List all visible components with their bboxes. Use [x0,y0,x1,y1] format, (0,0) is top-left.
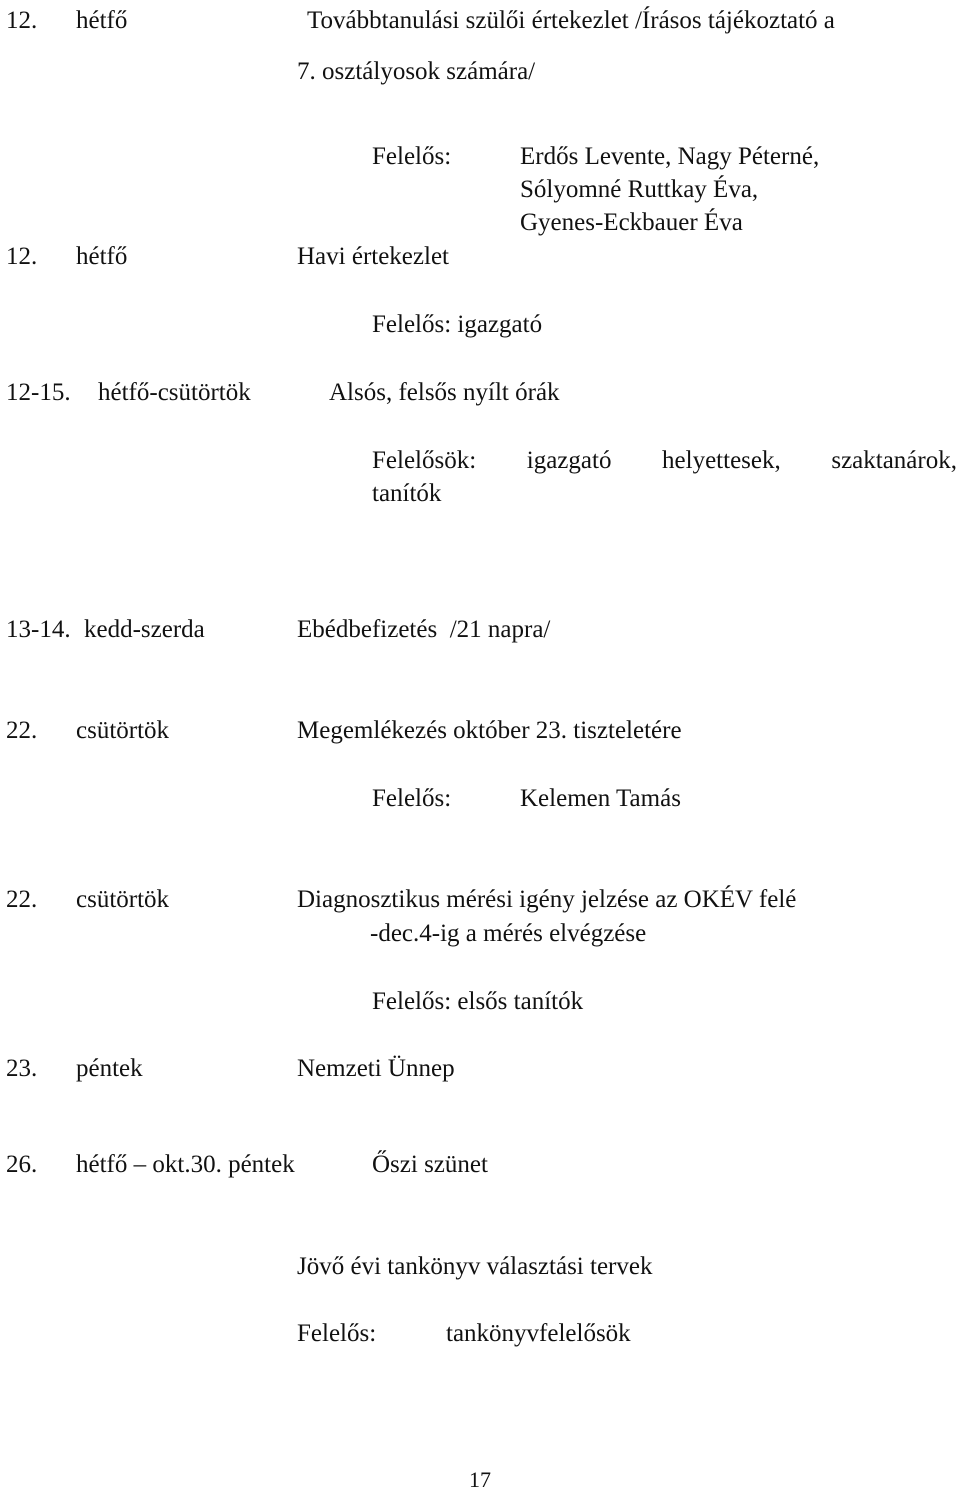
entry-weekday: péntek [76,1055,143,1082]
entry-weekday: kedd-szerda [84,616,205,643]
entry-title-continued: -dec.4-ig a mérés elvégzése [370,920,647,947]
responsible-name: Sólyomné Ruttkay Éva, [520,176,759,203]
entry-title-continued: 7. osztályosok számára/ [297,58,536,85]
entry-title: Nemzeti Ünnep [297,1055,455,1082]
responsible-name: Gyenes-Eckbauer Éva [520,209,743,236]
entry-weekday: csütörtök [76,717,170,744]
responsible-name: Kelemen Tamás [520,785,681,812]
entry-weekday: csütörtök [76,886,170,913]
entry-weekday: hétfő – okt.30. péntek [76,1151,295,1178]
entry-date: 22. [6,886,38,913]
entry-date: 26. [6,1151,38,1178]
entry-title: Alsós, felsős nyílt órák [329,379,560,406]
entry-title: Őszi szünet [372,1151,488,1178]
entry-title: Továbbtanulási szülői értekezlet /Írásos tájékoztató a [307,7,835,34]
responsible-word: szaktanárok, [831,447,957,474]
entry-date: 12. [6,243,38,270]
responsible-line: Felelős: igazgató [372,311,543,338]
entry-date: 12. [6,7,38,34]
responsible-word: helyettesek, [662,447,781,474]
page-number: 17 [469,1467,491,1492]
entry-date: 23. [6,1055,38,1082]
entry-weekday: hétfő [76,243,128,270]
responsible-line [372,448,957,473]
entry-date: 22. [6,717,38,744]
responsible-label: Felelős: [372,143,452,170]
entry-date: 12-15. [6,379,71,406]
responsible-label: Felelős: [372,785,452,812]
responsible-name: Erdős Levente, Nagy Péterné, [520,143,820,170]
entry-title: Diagnosztikus mérési igény jelzése az OKÉV felé [297,886,797,913]
entry-weekday: hétfő [76,7,128,34]
responsible-line-continued: tanítók [372,480,442,507]
entry-title: Havi értekezlet [297,243,449,270]
responsible-line: Felelős: elsős tanítók [372,988,584,1015]
entry-title: Jövő évi tankönyv választási tervek [297,1253,653,1280]
entry-weekday: hétfő-csütörtök [98,379,251,406]
responsible-label: Felelősök: [372,447,477,474]
entry-title: Ebédbefizetés /21 napra/ [297,616,551,643]
responsible-name: tankönyvfelelősök [446,1320,631,1347]
responsible-word: igazgató [526,447,612,474]
responsible-label: Felelős: [297,1320,377,1347]
entry-title: Megemlékezés október 23. tiszteletére [297,717,682,744]
entry-date: 13-14. [6,616,71,643]
